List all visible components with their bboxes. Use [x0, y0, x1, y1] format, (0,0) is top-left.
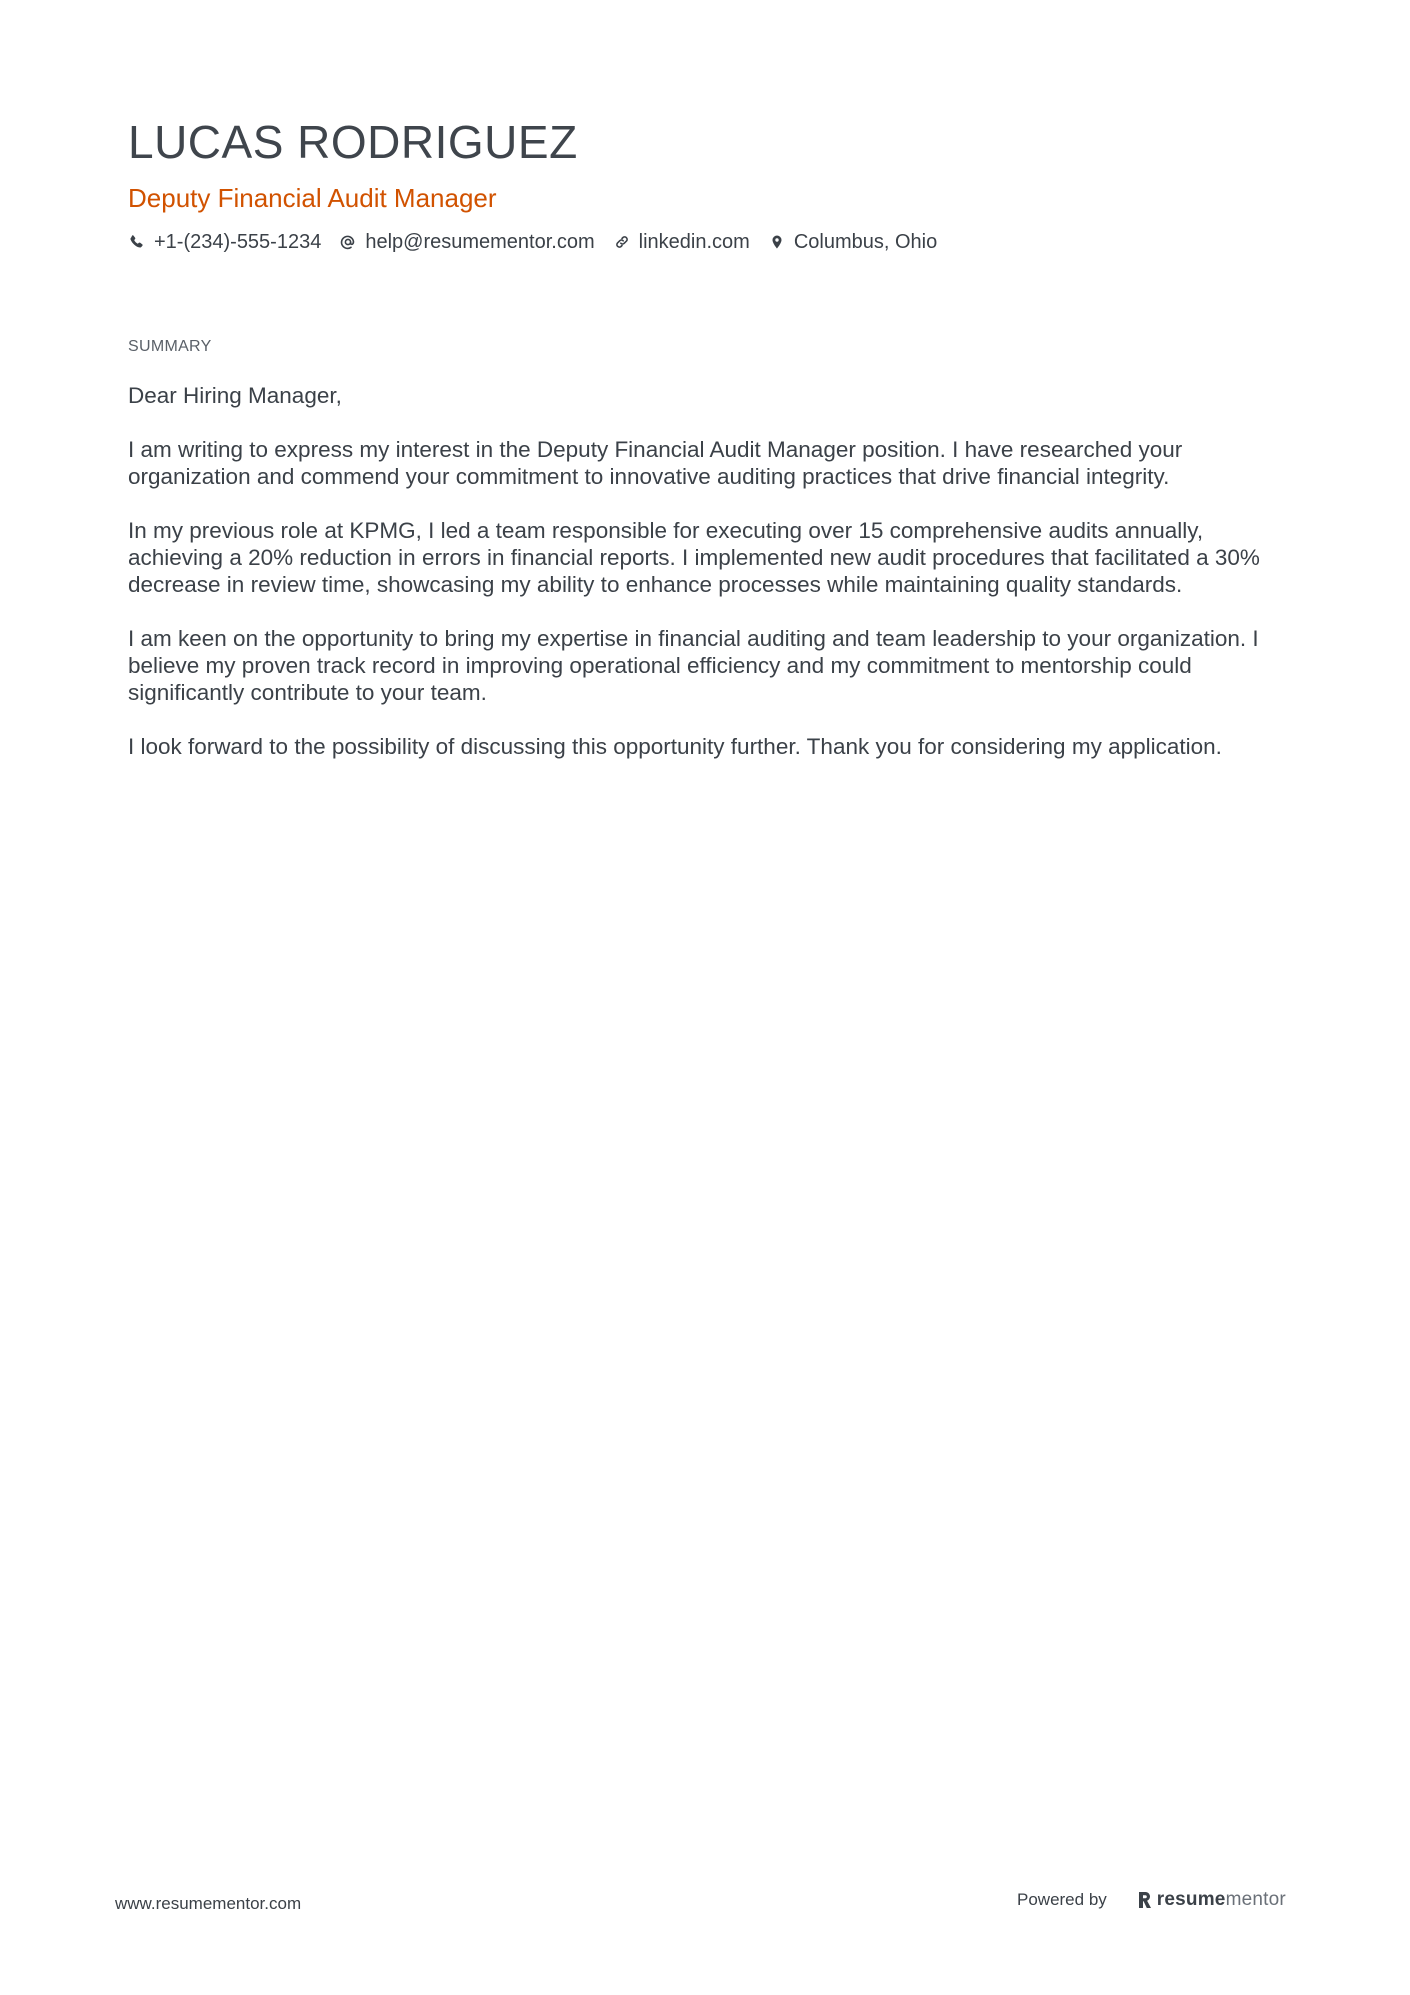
- letter-paragraph: I am keen on the opportunity to bring my expertise in financial auditing and team leadership to your organization. I believe my proven track record in improving operational efficiency and my commitment to mentorship could significantly contribute to your team.: [128, 626, 1259, 705]
- contact-linkedin[interactable]: [613, 228, 750, 256]
- phone-text: +1-(234)-555-1234: [154, 231, 322, 253]
- location-pin-icon: [768, 233, 786, 251]
- footer-branding: [1017, 1889, 1286, 1911]
- contact-phone: [128, 228, 321, 256]
- contact-location: [768, 228, 937, 256]
- job-title: Deputy Financial Audit Manager: [128, 183, 497, 213]
- letter-paragraph: In my previous role at KPMG, I led a team responsible for executing over 15 comprehensive audits annually, achieving a 20% reduction in errors in financial reports. I implemented new audit procedures that facilitated a 30% decrease in review time, showcasing my ability to enhance processes while maintaining quality standards.: [128, 518, 1260, 597]
- candidate-name: LUCAS RODRIGUEZ: [128, 116, 578, 168]
- footer-website[interactable]: www.resumementor.com: [115, 1894, 302, 1913]
- linkedin-text: linkedin.com: [638, 231, 750, 253]
- resumementor-logo[interactable]: [1137, 1889, 1286, 1911]
- link-icon: [613, 233, 631, 251]
- contact-bar: [128, 228, 1278, 256]
- brand-text-strong: resume: [1156, 1889, 1226, 1910]
- powered-by-label: Powered by: [1017, 1890, 1107, 1909]
- location-text: Columbus, Ohio: [793, 231, 938, 253]
- contact-email[interactable]: [339, 228, 594, 256]
- salutation: Dear Hiring Manager,: [128, 383, 342, 408]
- header: [128, 112, 1278, 256]
- letter-paragraph: I am writing to express my interest in the Deputy Financial Audit Manager position. I have researched your organization and commend your commitment to innovative auditing practices that drive financial integrity.: [128, 437, 1183, 489]
- email-text: help@resumementor.com: [365, 231, 595, 253]
- brand-text-light: mentor: [1225, 1889, 1286, 1910]
- at-icon: [339, 233, 357, 251]
- phone-icon: [128, 233, 146, 251]
- resumementor-logo-icon: [1137, 1890, 1153, 1910]
- letter-paragraph: I look forward to the possibility of discussing this opportunity further. Thank you for considering my application.: [128, 734, 1222, 759]
- letter-body: [128, 382, 1278, 787]
- summary-heading: SUMMARY: [128, 338, 212, 355]
